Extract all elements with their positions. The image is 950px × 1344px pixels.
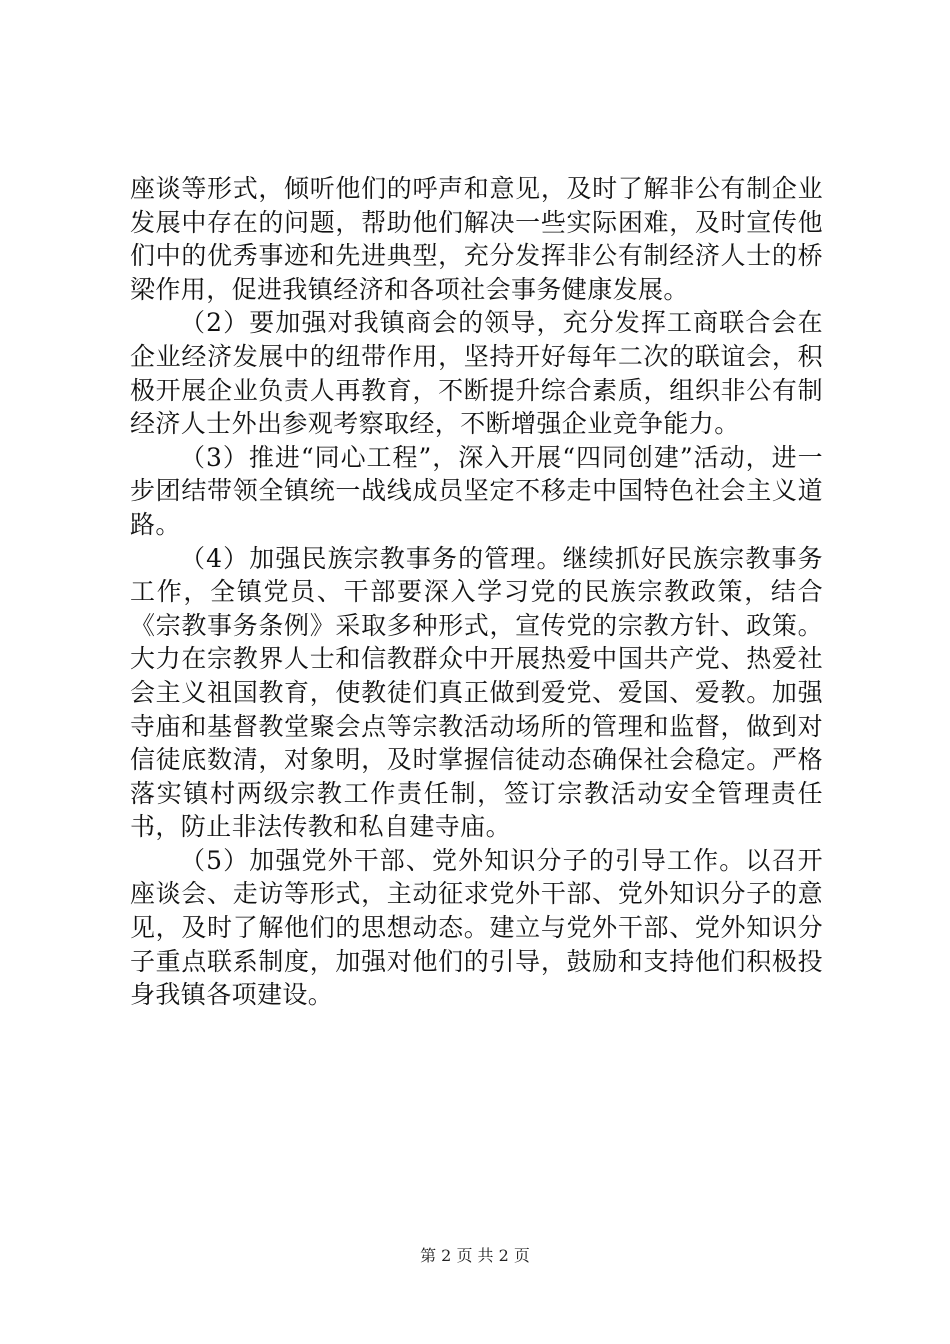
paragraph-item-2: （2）要加强对我镇商会的领导，充分发挥工商联合会在企业经济发展中的纽带作用，坚持开好每年二次的联谊会，积极开展企业负责人再教育，不断提升综合素质，组织非公有制经济人士外出参观考察取经，不断增强企业竞争能力。 xyxy=(130,308,823,439)
paragraph-item-4: （4）加强民族宗教事务的管理。继续抓好民族宗教事务工作，全镇党员、干部要深入学习党的民族宗教政策，结合《宗教事务条例》采取多种形式，宣传党的宗教方针、政策。大力在宗教界人士和信教群众中开展热爱中国共产党、热爱社会主义祖国教育，使教徒们真正做到爱党、爱国、爱教。加强寺庙和基督教堂聚会点等宗教活动场所的管理和监督，做到对信徒底数清，对象明，及时掌握信徒动态确保社会稳定。严格落实镇村两级宗教工作责任制，签订宗教活动安全管理责任书，防止非法传教和私自建寺庙。 xyxy=(130,543,823,842)
page-number-footer: 第 2 页 共 2 页 xyxy=(420,1246,530,1265)
paragraph-item-5: （5）加强党外干部、党外知识分子的引导工作。以召开座谈会、走访等形式，主动征求党外干部、党外知识分子的意见，及时了解他们的思想动态。建立与党外干部、党外知识分子重点联系制度，加强对他们的引导，鼓励和支持他们积极投身我镇各项建设。 xyxy=(130,845,823,1010)
paragraph-continuation: 座谈等形式，倾听他们的呼声和意见，及时了解非公有制企业发展中存在的问题，帮助他们解决一些实际困难，及时宣传他们中的优秀事迹和先进典型，充分发挥非公有制经济人士的桥梁作用，促进我镇经济和各项社会事务健康发展。 xyxy=(130,174,823,304)
paragraph-item-3: （3）推进“同心工程”，深入开展“四同创建”活动，进一步团结带领全镇统一战线成员坚定不移走中国特色社会主义道路。 xyxy=(130,442,823,539)
document-body xyxy=(130,172,823,1012)
